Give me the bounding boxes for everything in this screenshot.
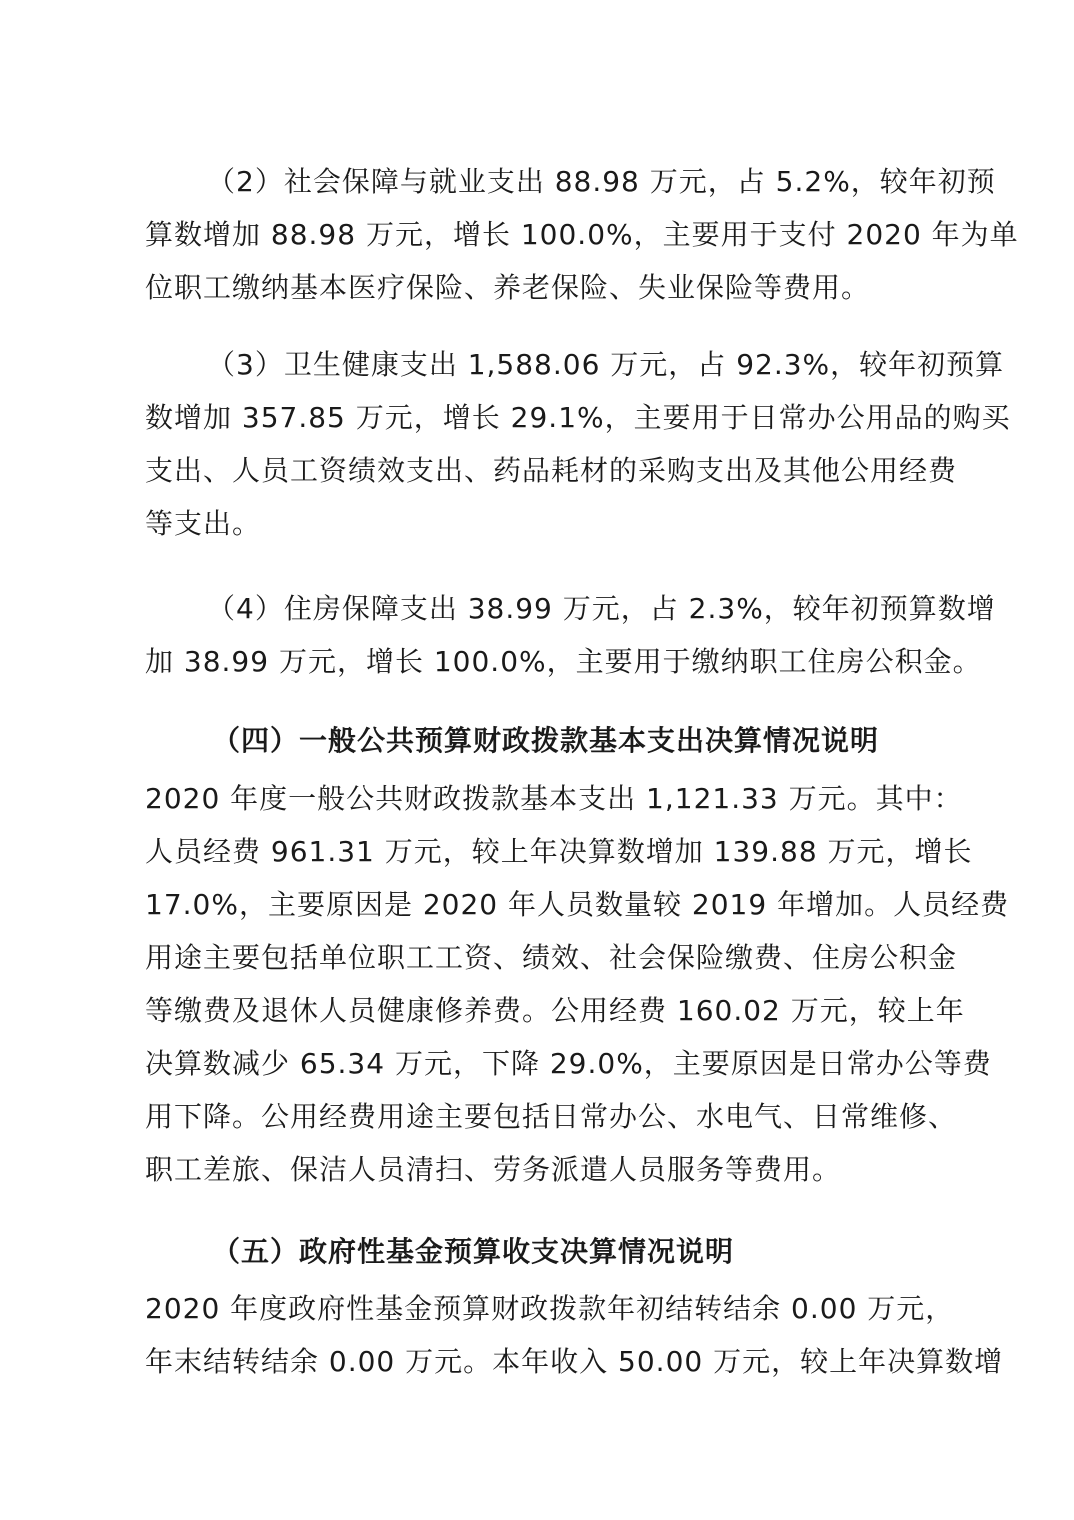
text-line: 人员经费 961.31 万元，较上年决算数增加 139.88 万元，增长 [145,835,973,868]
text-line: 2020 年度政府性基金预算财政拨款年初结转结余 0.00 万元， [145,1292,955,1325]
text-line: 年末结转结余 0.00 万元。本年收入 50.00 万元，较上年决算数增 [145,1345,1004,1378]
text-line: 用下降。公用经费用途主要包括日常办公、水电气、日常维修、 [145,1100,958,1133]
section-heading-5: （五）政府性基金预算收支决算情况说明 [212,1235,735,1268]
text-line: 加 38.99 万元，增长 100.0%，主要用于缴纳职工住房公积金。 [145,645,982,678]
text-line: 决算数减少 65.34 万元，下降 29.0%，主要原因是日常办公等费 [145,1047,992,1080]
text-line: 用途主要包括单位职工工资、绩效、社会保险缴费、住房公积金 [145,941,958,974]
text-line: 数增加 357.85 万元，增长 29.1%，主要用于日常办公用品的购买 [145,401,1011,434]
text-line: 位职工缴纳基本医疗保险、养老保险、失业保险等费用。 [145,271,871,304]
paragraph-basic-expenditure [145,772,1010,1196]
text-line: 等支出。 [145,507,262,540]
text-line: 职工差旅、保洁人员清扫、劳务派遣人员服务等费用。 [145,1153,842,1186]
text-line: 算数增加 88.98 万元，增长 100.0%，主要用于支付 2020 年为单 [145,218,1019,251]
text-line: 支出、人员工资绩效支出、药品耗材的采购支出及其他公用经费 [145,454,958,487]
text-line: （2）社会保障与就业支出 88.98 万元，占 5.2%，较年初预 [207,165,996,198]
text-line: 等缴费及退休人员健康修养费。公用经费 160.02 万元，较上年 [145,994,965,1027]
text-line: （3）卫生健康支出 1,588.06 万元，占 92.3%，较年初预算 [207,348,1005,381]
text-line: 2020 年度一般公共财政拨款基本支出 1,121.33 万元。其中： [145,782,963,815]
paragraph-government-fund [145,1282,1004,1388]
text-line: 17.0%，主要原因是 2020 年人员数量较 2019 年增加。人员经费 [145,888,1010,921]
paragraph-housing [145,582,996,688]
text-line: （4）住房保障支出 38.99 万元，占 2.3%，较年初预算数增 [207,592,996,625]
paragraph-social-security [145,155,1019,314]
section-heading-4: （四）一般公共预算财政拨款基本支出决算情况说明 [212,724,880,757]
paragraph-health [145,338,1011,550]
